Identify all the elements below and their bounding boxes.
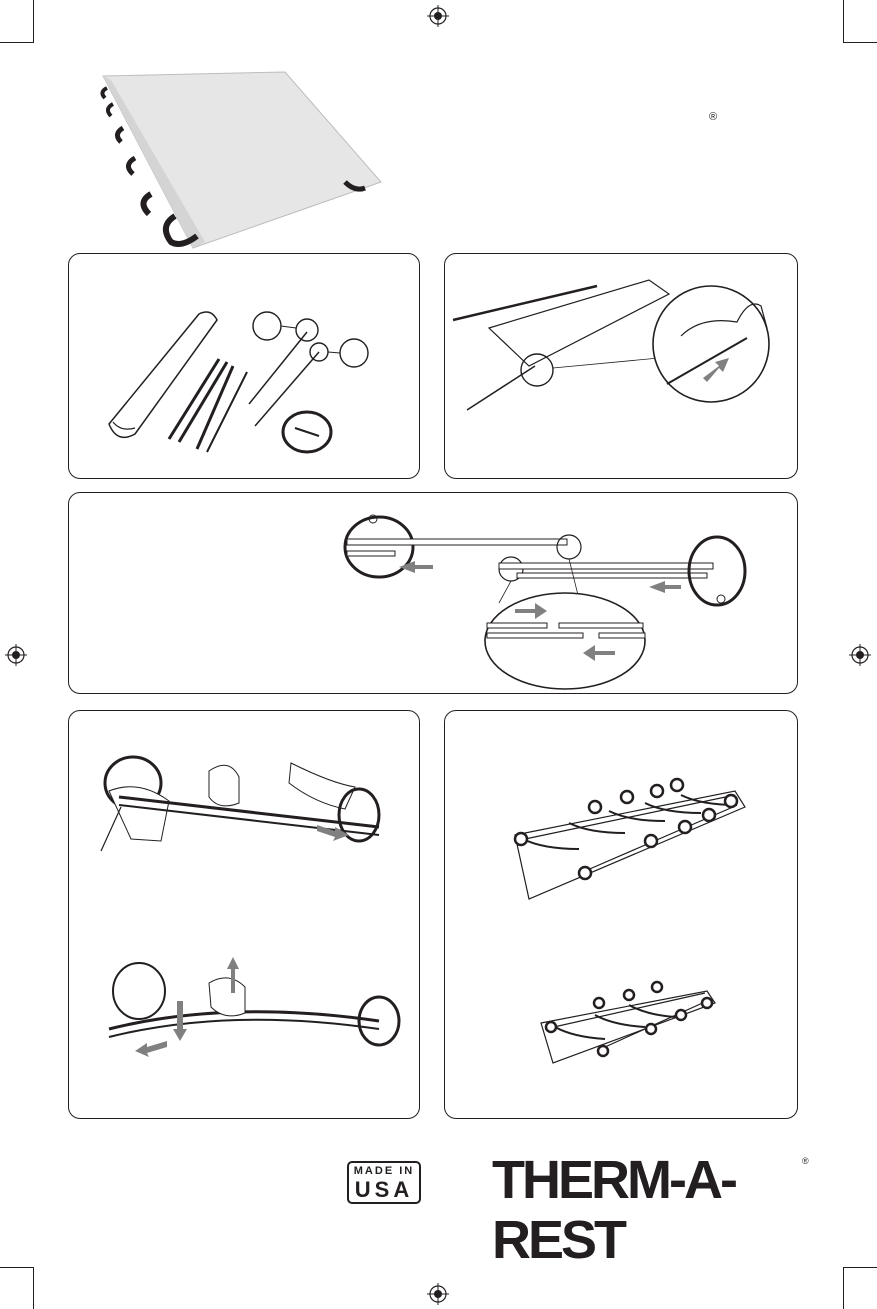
- logo-registered-mark: ®: [802, 1156, 809, 1166]
- registration-mark-icon: [849, 644, 871, 666]
- made-in-usa-badge: [347, 1161, 421, 1204]
- badge-line2: USA: [354, 1177, 414, 1202]
- registered-mark: ®: [709, 111, 718, 123]
- crop-mark: [843, 1267, 844, 1309]
- badge-line1: MADE IN: [353, 1165, 415, 1177]
- assembled-cot-illustration: [445, 711, 799, 1120]
- thermarest-logo: [492, 1150, 812, 1270]
- crop-mark: [843, 0, 844, 43]
- step-panel-parts: [68, 253, 420, 479]
- registration-mark-icon: [427, 5, 449, 27]
- parts-illustration: [69, 254, 421, 480]
- crop-mark: [33, 0, 34, 43]
- crop-mark: [843, 1267, 877, 1268]
- attach-legs-illustration: [69, 711, 421, 1120]
- step-panel-insert-pole: [444, 253, 798, 479]
- brand-name: THERM-A-REST: [492, 1150, 735, 1270]
- crop-mark: [843, 42, 877, 43]
- registration-mark-icon: [427, 1283, 449, 1305]
- step-panel-assembled: [444, 710, 798, 1119]
- crop-mark: [0, 42, 34, 43]
- crop-mark: [0, 1267, 34, 1268]
- crop-mark: [33, 1267, 34, 1309]
- step-panel-attach-legs: [68, 710, 420, 1119]
- hero-cot-illustration: [95, 70, 385, 255]
- step-panel-connect-poles: [68, 492, 798, 694]
- insert-pole-illustration: [445, 254, 799, 480]
- connect-poles-illustration: [69, 493, 799, 695]
- registration-mark-icon: [5, 644, 27, 666]
